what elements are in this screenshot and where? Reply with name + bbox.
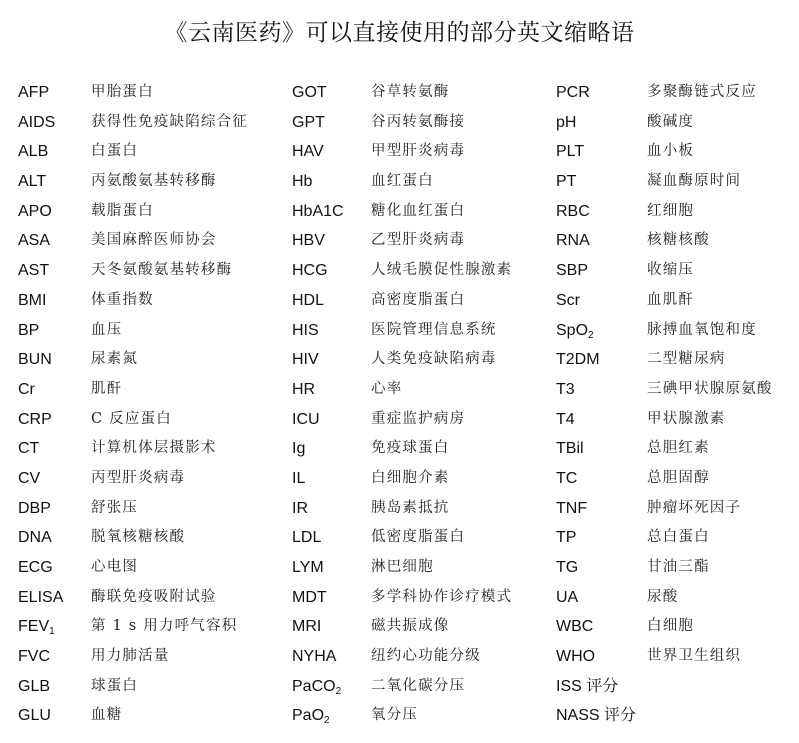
abbreviation-term <box>18 494 51 524</box>
abbreviation-text: BP <box>18 321 40 339</box>
abbreviation-meaning: 甲胎蛋白 <box>91 84 154 100</box>
abbreviation-term <box>18 316 39 346</box>
abbreviation-meaning: 血肌酐 <box>647 291 695 308</box>
abbreviation-text: RNA <box>556 232 590 250</box>
abbreviation-meaning: C 反应蛋白 <box>91 410 172 427</box>
abbreviation-meaning: 谷草转氨酶 <box>371 84 450 100</box>
abbreviation-text: TG <box>556 559 579 576</box>
abbreviation-meaning: 肌酐 <box>91 380 123 397</box>
abbreviation-text: SBP <box>556 262 589 280</box>
abbreviation-text: IL <box>292 469 306 487</box>
abbreviation-meaning: 血红蛋白 <box>371 173 434 190</box>
abbreviation-term <box>292 108 325 138</box>
abbreviation-term <box>556 375 575 405</box>
abbreviation-term <box>18 137 48 167</box>
abbreviation-meaning: 甘油三酯 <box>647 559 710 575</box>
abbreviation-term <box>18 642 50 672</box>
abbreviation-text: AIDS <box>18 113 56 131</box>
abbreviation-term <box>556 464 577 494</box>
abbreviation-term <box>292 226 325 256</box>
abbreviation-text: GLU <box>18 707 51 725</box>
abbreviation-meaning: 重症监护病房 <box>371 410 466 427</box>
abbreviation-text: ECG <box>18 559 53 576</box>
abbreviation-term <box>292 78 327 108</box>
abbreviation-text: GLB <box>18 677 51 695</box>
abbreviation-text: HR <box>292 380 316 398</box>
abbreviation-meaning: 人类免疫缺陷病毒 <box>371 351 497 368</box>
abbreviation-meaning: 计算机体层摄影术 <box>91 440 217 457</box>
abbreviation-meaning: 胰岛素抵抗 <box>371 499 450 516</box>
abbreviation-term <box>18 375 35 405</box>
abbreviation-text: HDL <box>292 291 325 309</box>
abbreviation-meaning: 心率 <box>371 380 403 397</box>
abbreviation-meaning: 糖化血红蛋白 <box>371 202 466 219</box>
abbreviation-meaning: 球蛋白 <box>91 677 139 694</box>
abbreviation-meaning: 尿素氮 <box>91 351 139 368</box>
abbreviation-meaning: 甲型肝炎病毒 <box>371 143 466 160</box>
abbreviation-term <box>18 78 49 108</box>
abbreviation-text: HbA1C <box>292 202 344 220</box>
page-title: 《云南医药》可以直接使用的部分英文缩略语 <box>164 20 635 46</box>
abbreviation-text: AST <box>18 262 50 280</box>
abbreviation-term <box>292 405 320 435</box>
abbreviation-meaning: 甲状腺激素 <box>647 410 726 427</box>
abbreviation-meaning: 脉搏血氧饱和度 <box>647 321 757 338</box>
abbreviation-text: ALT <box>18 173 47 191</box>
abbreviation-text: NYHA <box>292 648 337 666</box>
abbreviation-term <box>292 286 324 316</box>
abbreviation-meaning: 多学科协作诊疗模式 <box>371 588 513 605</box>
abbreviation-text: BUN <box>18 351 52 369</box>
abbreviation-text: pH <box>556 113 577 131</box>
abbreviation-term <box>556 256 588 286</box>
abbreviation-term <box>556 226 590 256</box>
abbreviation-term <box>556 108 576 138</box>
abbreviation-term <box>556 642 595 672</box>
abbreviation-term <box>556 345 600 375</box>
abbreviation-text: T2DM <box>556 351 600 369</box>
abbreviation-text: UA <box>556 588 579 606</box>
abbreviation-subscript: 2 <box>324 715 330 727</box>
abbreviation-term <box>556 137 584 167</box>
abbreviation-meaning: 血小板 <box>647 143 695 160</box>
abbreviation-term <box>18 345 52 375</box>
abbreviation-text: RBC <box>556 202 590 220</box>
abbreviation-meaning: 酶联免疫吸附试验 <box>91 588 217 605</box>
abbreviation-term <box>556 612 593 642</box>
abbreviation-term <box>292 494 308 524</box>
abbreviation-meaning: 丙氨酸氨基转移酶 <box>91 173 217 190</box>
abbreviation-text: AFP <box>18 84 50 101</box>
abbreviation-term <box>556 434 584 464</box>
abbreviation-text: CV <box>18 469 41 487</box>
abbreviation-meaning: 肿瘤坏死因子 <box>647 499 742 516</box>
abbreviation-text: TP <box>556 529 577 547</box>
abbreviation-text: CRP <box>18 410 52 428</box>
abbreviation-text: Hb <box>292 173 313 191</box>
abbreviation-text: APO <box>18 202 52 220</box>
abbreviation-term <box>18 167 46 197</box>
abbreviation-term <box>292 137 324 167</box>
abbreviation-text: Scr <box>556 291 580 309</box>
abbreviation-term <box>292 701 330 736</box>
abbreviation-text: WHO <box>556 648 596 666</box>
abbreviation-term <box>292 583 327 613</box>
abbreviation-text: DBP <box>18 499 51 517</box>
abbreviation-meaning: 多聚酶链式反应 <box>647 84 757 100</box>
abbreviation-meaning: 红细胞 <box>647 202 695 219</box>
abbreviation-meaning: 医院管理信息系统 <box>371 321 497 338</box>
abbreviation-term <box>292 612 321 642</box>
abbreviation-term <box>556 523 576 553</box>
abbreviation-text: HAV <box>292 143 324 161</box>
abbreviation-meaning: 白细胞 <box>647 618 695 635</box>
abbreviation-meaning: 二氧化碳分压 <box>371 677 466 694</box>
abbreviation-term <box>292 316 319 346</box>
abbreviation-term <box>18 464 40 494</box>
abbreviation-term <box>292 167 312 197</box>
abbreviation-term <box>556 167 576 197</box>
abbreviation-term <box>292 434 305 464</box>
abbreviation-meaning: 体重指数 <box>91 291 154 308</box>
abbreviation-meaning: 淋巴细胞 <box>371 559 434 575</box>
abbreviation-meaning: 氧分压 <box>371 707 419 724</box>
abbreviation-meaning: 磁共振成像 <box>371 618 450 635</box>
abbreviation-term <box>18 226 50 256</box>
abbreviation-subscript: 2 <box>588 329 594 341</box>
abbreviation-text: ICU <box>292 410 320 428</box>
abbreviation-text: Ig <box>292 440 306 458</box>
abbreviation-text: GOT <box>292 84 327 101</box>
abbreviation-meaning: 白细胞介素 <box>371 469 450 486</box>
abbreviation-term <box>556 286 580 316</box>
abbreviation-meaning: 天冬氨酸氨基转移酶 <box>91 262 233 279</box>
abbreviation-text: NASS 评分 <box>556 707 637 725</box>
abbreviation-term <box>18 286 46 316</box>
abbreviation-meaning: 丙型肝炎病毒 <box>91 469 186 486</box>
abbreviation-meaning: 收缩压 <box>647 262 695 279</box>
abbreviation-term <box>556 553 578 583</box>
abbreviation-meaning: 总胆红素 <box>647 440 710 457</box>
abbreviation-meaning: 用力肺活量 <box>91 648 170 665</box>
abbreviation-meaning: 酸碱度 <box>647 113 695 130</box>
abbreviation-text: ISS 评分 <box>556 677 619 695</box>
abbreviation-text: CT <box>18 440 40 458</box>
abbreviation-meaning: 凝血酶原时间 <box>647 173 742 190</box>
abbreviation-meaning: 纽约心功能分级 <box>371 648 481 665</box>
abbreviation-term <box>292 197 344 227</box>
abbreviation-text: LDL <box>292 529 322 547</box>
abbreviation-meaning: 总白蛋白 <box>647 529 710 546</box>
abbreviation-meaning: 获得性免疫缺陷综合征 <box>91 113 248 130</box>
abbreviation-text: T4 <box>556 410 575 428</box>
abbreviation-text: HIS <box>292 321 319 339</box>
abbreviation-text: SpO <box>556 321 589 339</box>
abbreviation-text: PCR <box>556 84 590 101</box>
abbreviation-meaning: 低密度脂蛋白 <box>371 529 466 546</box>
abbreviation-term <box>292 464 305 494</box>
abbreviation-term <box>18 405 52 435</box>
abbreviation-meaning: 谷丙转氨酶接 <box>371 113 466 130</box>
abbreviation-meaning: 血糖 <box>91 707 123 724</box>
abbreviation-meaning: 乙型肝炎病毒 <box>371 232 466 249</box>
abbreviation-term <box>18 583 63 613</box>
abbreviation-meaning: 心电图 <box>91 559 139 575</box>
abbreviation-meaning: 三碘甲状腺原氨酸 <box>647 380 773 397</box>
abbreviation-term <box>556 78 590 108</box>
abbreviation-subscript: 2 <box>335 685 342 697</box>
abbreviation-text: FEV <box>18 618 50 636</box>
abbreviation-text: TNF <box>556 499 588 517</box>
abbreviation-meaning: 人绒毛膜促性腺激素 <box>371 262 513 279</box>
abbreviation-term <box>556 494 587 524</box>
abbreviation-text: HBV <box>292 232 325 250</box>
abbreviation-text: IR <box>292 499 308 517</box>
abbreviation-term <box>18 553 53 583</box>
abbreviation-text: Cr <box>18 380 35 398</box>
abbreviation-term <box>292 256 328 286</box>
abbreviation-term <box>556 583 578 613</box>
abbreviation-meaning: 核糖核酸 <box>647 232 710 249</box>
abbreviation-term <box>18 701 51 731</box>
abbreviation-text: HCG <box>292 262 328 280</box>
abbreviation-term <box>556 197 590 227</box>
abbreviation-meaning: 免疫球蛋白 <box>371 440 450 457</box>
abbreviation-text: ELISA <box>18 588 64 606</box>
abbreviation-term <box>292 642 336 672</box>
abbreviation-term <box>292 523 321 553</box>
abbreviation-text: T3 <box>556 380 575 398</box>
abbreviation-meaning: 尿酸 <box>647 588 679 605</box>
abbreviation-term <box>18 197 52 227</box>
abbreviation-term <box>556 405 575 435</box>
abbreviation-text: MDT <box>292 588 327 606</box>
abbreviation-term <box>18 108 55 138</box>
abbreviation-text: TC <box>556 469 578 487</box>
abbreviation-meaning: 血压 <box>91 321 123 338</box>
abbreviation-meaning: 美国麻醉医师协会 <box>91 232 217 249</box>
abbreviation-meaning: 第 1 s 用力呼气容积 <box>91 618 238 635</box>
abbreviation-meaning: 总胆固醇 <box>647 469 710 486</box>
abbreviation-text: FVC <box>18 648 50 666</box>
abbreviation-meaning: 舒张压 <box>91 499 139 516</box>
abbreviation-text: WBC <box>556 618 594 636</box>
abbreviation-text: ALB <box>18 143 49 161</box>
abbreviation-text: PLT <box>556 143 585 161</box>
abbreviation-term <box>556 672 618 702</box>
abbreviation-term <box>18 523 52 553</box>
abbreviation-text: LYM <box>292 559 324 576</box>
abbreviation-text: DNA <box>18 529 52 547</box>
abbreviation-term <box>556 701 636 731</box>
abbreviation-meaning: 高密度脂蛋白 <box>371 291 466 308</box>
abbreviation-text: TBil <box>556 440 584 458</box>
abbreviation-meaning: 白蛋白 <box>91 143 139 160</box>
abbreviation-term <box>292 375 315 405</box>
abbreviation-meaning: 二型糖尿病 <box>647 351 726 368</box>
abbreviation-text: GPT <box>292 113 325 131</box>
abbreviation-meaning: 脱氧核糖核酸 <box>91 529 186 546</box>
abbreviation-text: ASA <box>18 232 51 250</box>
abbreviation-text: PaCO <box>292 677 336 695</box>
abbreviation-text: PT <box>556 173 577 191</box>
abbreviation-term <box>18 256 49 286</box>
abbreviation-text: HIV <box>292 351 319 369</box>
abbreviation-term <box>292 553 324 583</box>
abbreviation-subscript: 1 <box>49 626 55 638</box>
abbreviation-term <box>292 345 319 375</box>
abbreviation-meaning: 载脂蛋白 <box>91 202 154 219</box>
abbreviation-text: BMI <box>18 291 47 309</box>
abbreviation-term <box>18 672 50 702</box>
abbreviation-text: MRI <box>292 618 322 636</box>
abbreviation-term <box>18 434 39 464</box>
abbreviation-text: PaO <box>292 707 325 725</box>
abbreviation-meaning: 世界卫生组织 <box>647 648 742 665</box>
